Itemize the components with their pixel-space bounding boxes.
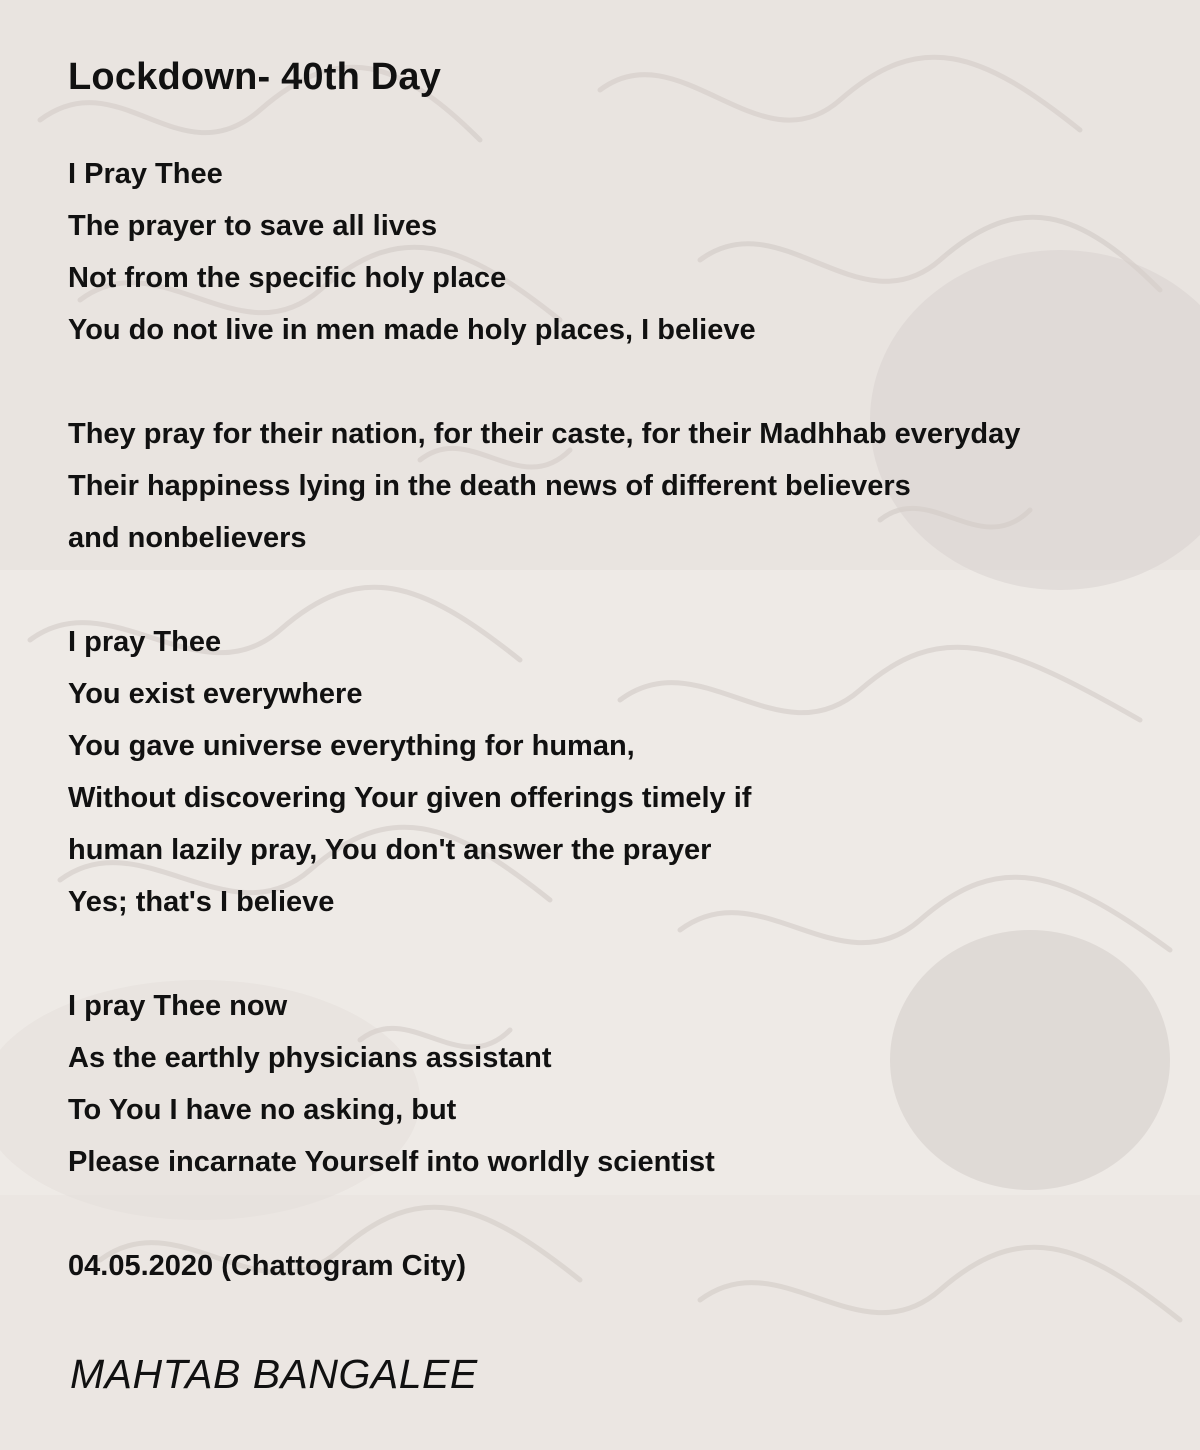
poem-line: I pray Thee: [68, 626, 222, 658]
poem-line: Not from the specific holy place: [68, 262, 507, 294]
stanza-3: [68, 616, 1178, 928]
poem-line: Yes; that's I believe: [68, 886, 335, 918]
poem-author: MAHTAB BANGALEE: [70, 1351, 478, 1397]
poem-line: I Pray Thee: [68, 158, 223, 190]
stanza-2: [68, 408, 1178, 564]
poem-line: You do not live in men made holy places, I believe: [68, 314, 756, 346]
poem-line: human lazily pray, You don't answer the prayer: [68, 834, 712, 866]
poem-body: [68, 148, 1178, 1292]
poem-line: You gave universe everything for human,: [68, 730, 635, 762]
poem-line: and nonbelievers: [68, 522, 307, 554]
poem-line: The prayer to save all lives: [68, 210, 438, 242]
poem-line: Their happiness lying in the death news of different believers: [68, 470, 911, 502]
poem-line: As the earthly physicians assistant: [68, 1042, 552, 1074]
poem-date-place: 04.05.2020 (Chattogram City): [68, 1250, 467, 1282]
poem-line: They pray for their nation, for their caste, for their Madhhab everyday: [68, 418, 1021, 450]
stanza-4: [68, 980, 1178, 1188]
poem-line: To You I have no asking, but: [68, 1094, 457, 1126]
poem-line: Without discovering Your given offerings timely if: [68, 782, 752, 814]
poem-title: Lockdown- 40th Day: [68, 56, 442, 98]
stanza-1: [68, 148, 1178, 356]
poem-line: I pray Thee now: [68, 990, 288, 1022]
poem-line: You exist everywhere: [68, 678, 363, 710]
poem-line: Please incarnate Yourself into worldly scientist: [68, 1146, 715, 1178]
poem-content: [68, 52, 1178, 1292]
